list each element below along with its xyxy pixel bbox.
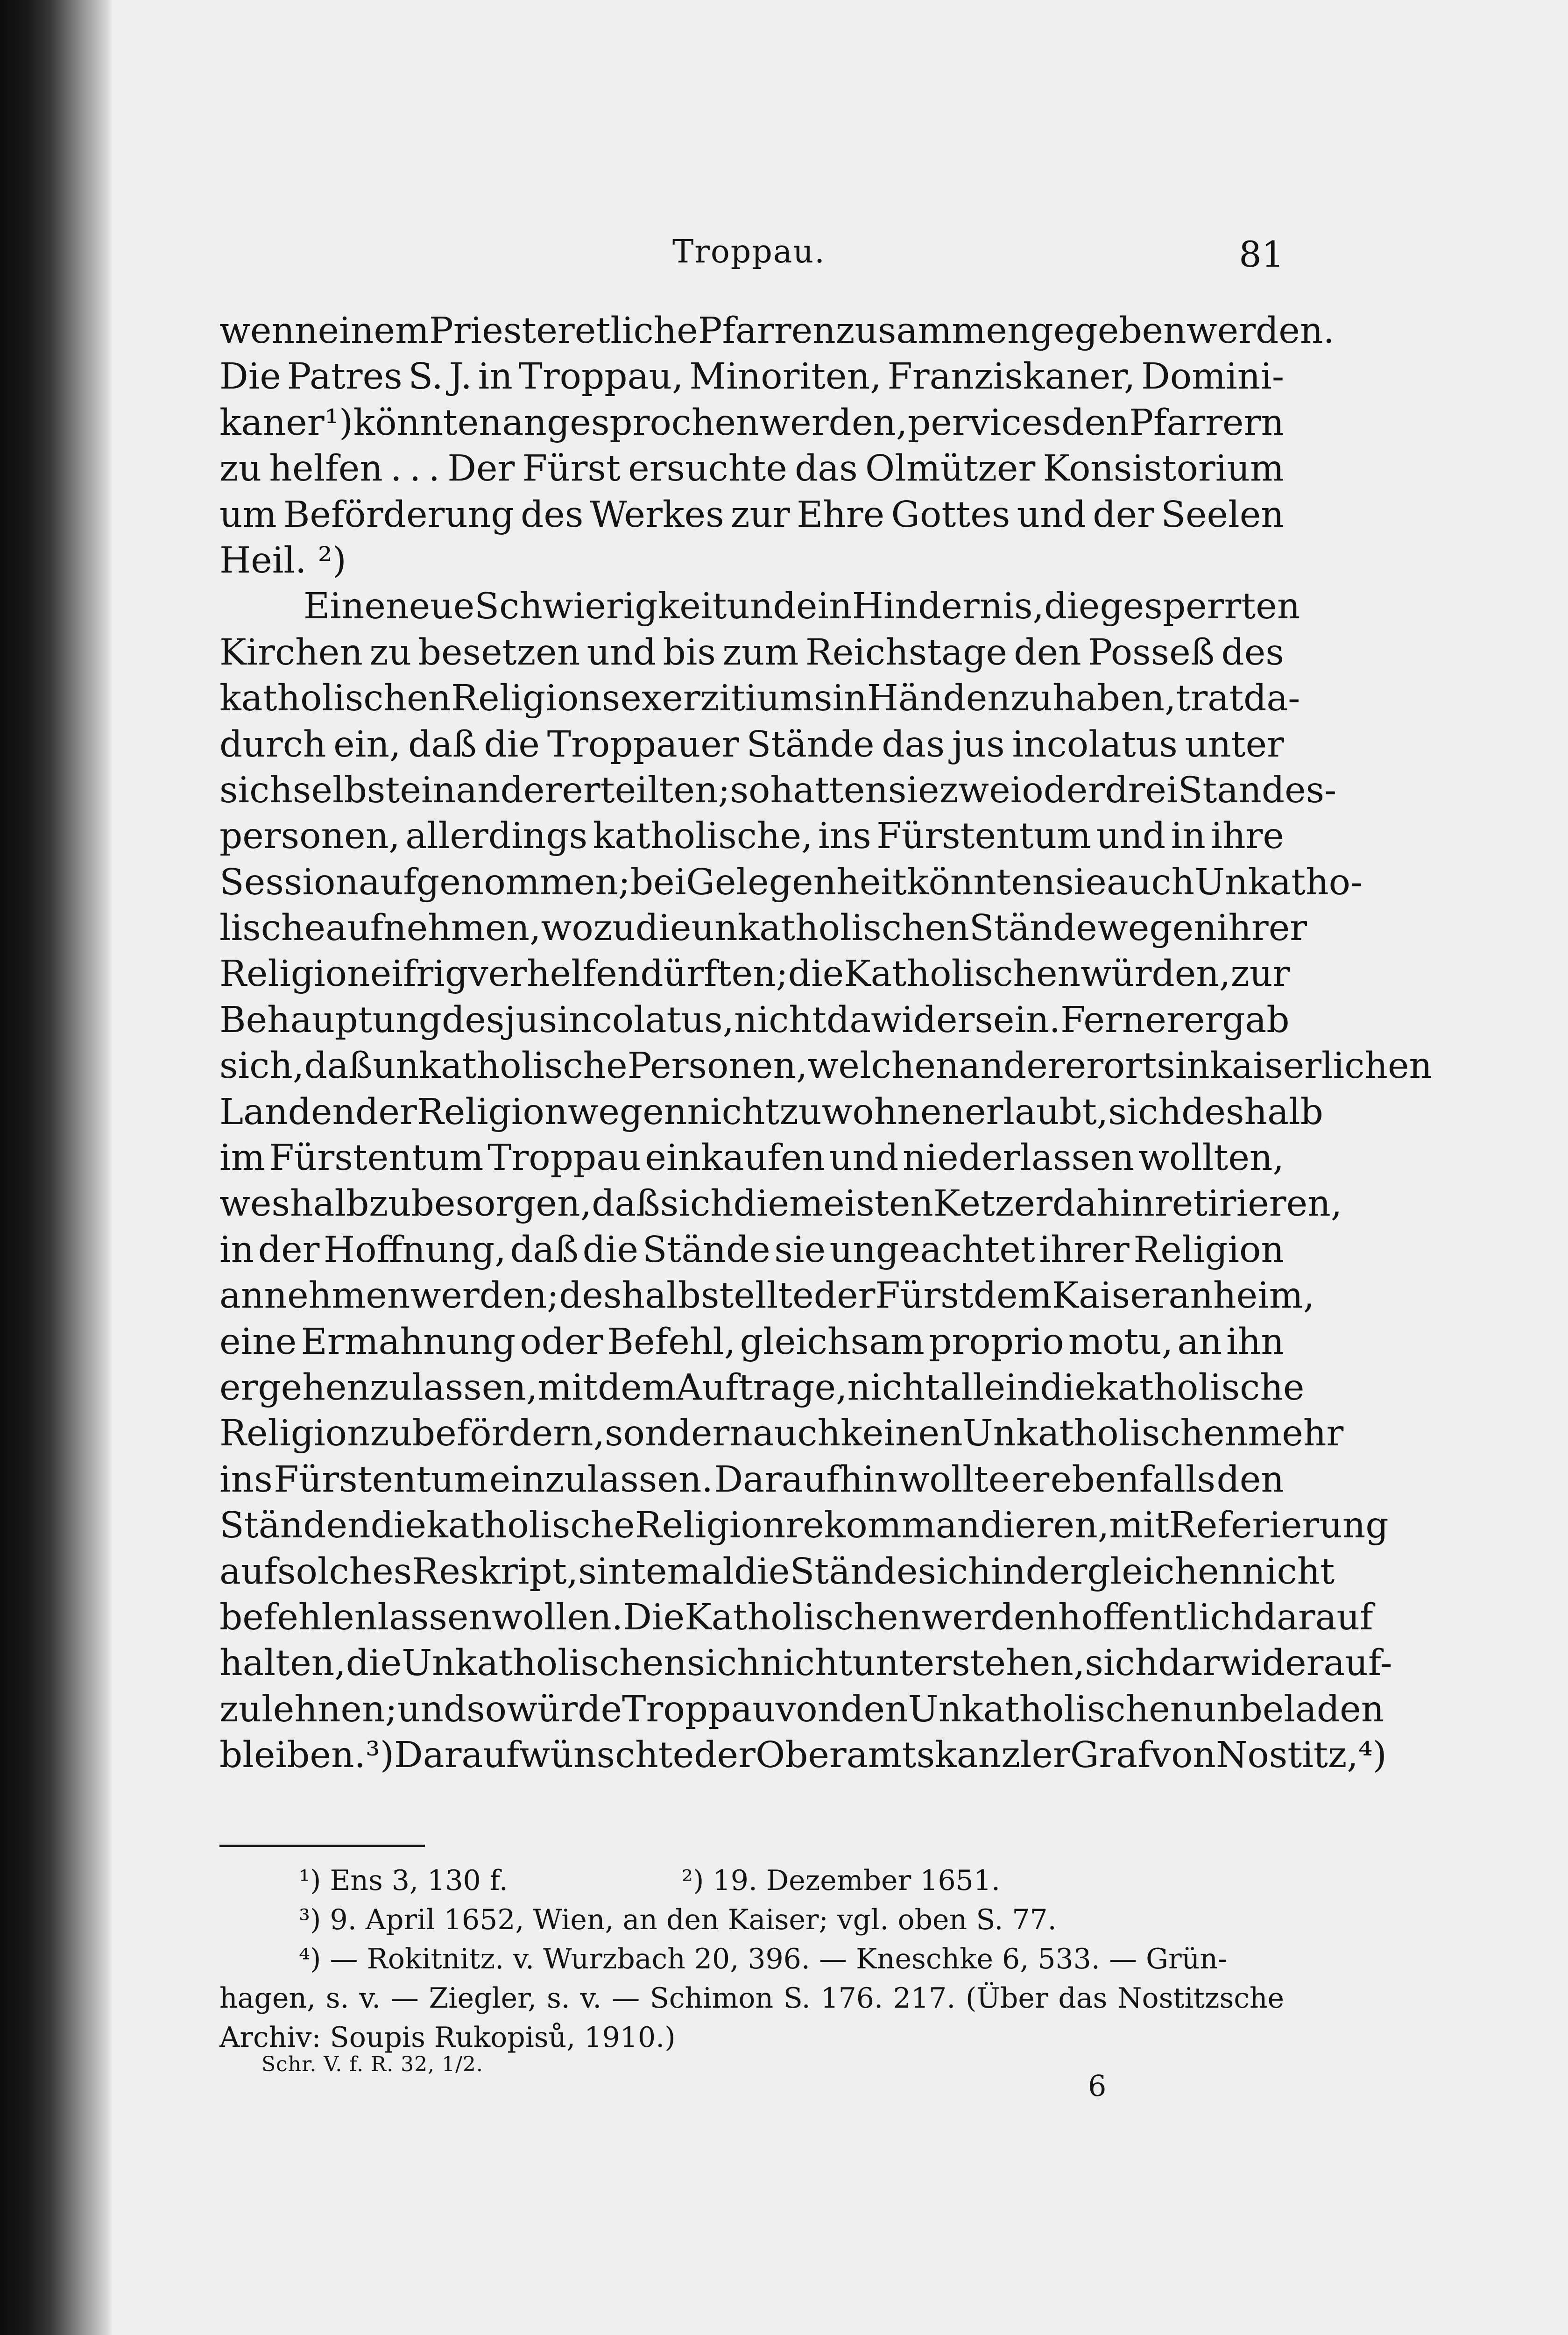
- text-line: Die Patres S. J. in Troppau, Minoriten, Franziskaner, Domini-: [219, 356, 1284, 398]
- text-line: ergehen zu lassen, mit dem Auftrage, nicht allein die katholische: [219, 1366, 1305, 1408]
- text-line: in der Hoffnung, daß die Stände sie ungeachtet ihrer Religion: [219, 1229, 1284, 1271]
- text-line: Session aufgenommen; bei Gelegenheit könnten sie auch Unkatho-: [219, 861, 1363, 903]
- text-line: Religion eifrig verhelfen dürften; die Katholischen würden, zur: [219, 953, 1290, 995]
- printer-signature: Schr. V. f. R. 32, 1/2.: [261, 2052, 483, 2076]
- footnote-4-line: Archiv: Soupis Rukopisů, 1910.): [219, 2021, 676, 2054]
- text-line: Behauptung des jus incolatus, nicht dawider sein. Ferner ergab: [219, 999, 1290, 1041]
- text-line: durch ein, daß die Troppauer Stände das jus incolatus unter: [219, 723, 1284, 765]
- text-line: Landen der Religion wegen nicht zu wohnen erlaubt, sich deshalb: [219, 1091, 1323, 1133]
- text-line: sich selbst einander erteilten; so hatten sie zwei oder drei Standes-: [219, 769, 1337, 811]
- footnote-row: [219, 1861, 1284, 1900]
- book-spine-shadow: [0, 0, 112, 2335]
- text-line: sich, daß unkatholische Personen, welchen andererorts in kaiserlichen: [219, 1045, 1433, 1087]
- text-line: lische aufnehmen, wozu die unkatholischen Stände wegen ihrer: [219, 907, 1307, 949]
- text-line: eine Ermahnung oder Befehl, gleichsam proprio motu, an ihn: [219, 1321, 1284, 1363]
- text-line: zu helfen . . . Der Fürst ersuchte das Olmützer Konsistorium: [219, 448, 1284, 490]
- text-line: Kirchen zu besetzen und bis zum Reichstage den Posseß des: [219, 631, 1284, 673]
- text-line: annehmen werden; deshalb stellte der Fürst dem Kaiser anheim,: [219, 1275, 1315, 1317]
- footnote-2: ²) 19. Dezember 1651.: [682, 1864, 1001, 1897]
- text-line: Eine neue Schwierigkeit und ein Hindernis, die gesperrten: [304, 586, 1300, 628]
- text-line: um Beförderung des Werkes zur Ehre Gottes und der Seelen: [219, 494, 1284, 536]
- footnotes: [219, 1861, 1284, 2057]
- page-number: 81: [1239, 234, 1284, 275]
- footnote-4-line: ⁴) — Rokitnitz. v. Wurzbach 20, 396. — Kneschke 6, 533. — Grün-: [299, 1943, 1228, 1975]
- text-line: halten, die Unkatholischen sich nicht unterstehen, sich darwider auf-: [219, 1642, 1392, 1684]
- text-line: Religion zu befördern, sondern auch keinen Unkatholischen mehr: [219, 1413, 1344, 1455]
- text-line: kaner ¹) könnten angesprochen werden, per vices den Pfarrern: [219, 402, 1284, 444]
- text-line: personen, allerdings katholische, ins Fürstentum und in ihre: [219, 815, 1284, 857]
- text-line: zulehnen; und so würde Troppau von den Unkatholischen unbeladen: [219, 1688, 1384, 1730]
- footnote-4-line: hagen, s. v. — Ziegler, s. v. — Schimon S. 176. 217. (Über das Nostitzsche: [219, 1982, 1284, 2015]
- text-line: Ständen die katholische Religion rekommandieren, mit Referierung: [219, 1505, 1389, 1547]
- text-line: weshalb zu besorgen, daß sich die meisten Ketzer dahin retirieren,: [219, 1183, 1342, 1225]
- footnote-1: ¹) Ens 3, 130 f.: [299, 1864, 508, 1897]
- text-line: katholischen Religionsexerzitiums in Händen zu haben, trat da-: [219, 678, 1300, 720]
- text-line: auf solches Reskript, sintemal die Stände sich in dergleichen nicht: [219, 1550, 1335, 1592]
- text-line: befehlen lassen wollen. Die Katholischen werden hoffentlich darauf: [219, 1596, 1373, 1638]
- text-line: wenn einem Priester etliche Pfarren zusammen gegeben werden.: [219, 310, 1335, 352]
- text-line: im Fürstentum Troppau einkaufen und niederlassen wollten,: [219, 1137, 1284, 1179]
- text-line: bleiben. ³) Darauf wünschte der Oberamtskanzler Graf von Nostitz, ⁴): [219, 1734, 1387, 1776]
- footnote-divider: [219, 1845, 425, 1847]
- text-line: Heil. ²): [219, 539, 346, 581]
- footnote-3: ³) 9. April 1652, Wien, an den Kaiser; vgl. oben S. 77.: [299, 1903, 1057, 1936]
- main-text: [219, 308, 1433, 1779]
- running-title: Troppau.: [672, 234, 826, 270]
- page-header: [672, 234, 1284, 285]
- sheet-number: 6: [1088, 2069, 1107, 2103]
- text-line: ins Fürstentum einzulassen. Daraufhin wollte er ebenfalls den: [219, 1458, 1284, 1500]
